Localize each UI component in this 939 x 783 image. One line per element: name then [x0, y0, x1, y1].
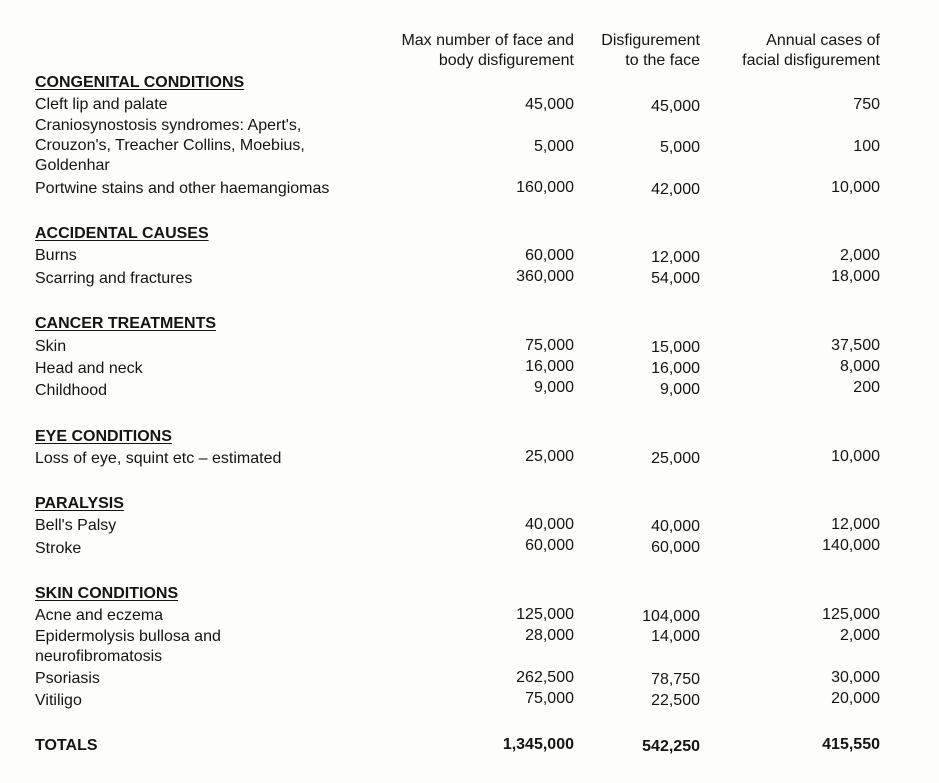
cell-face: 9,000: [659, 381, 700, 398]
cell-annual: 37,500: [831, 337, 880, 354]
total-face: 542,250: [642, 738, 700, 755]
row-label: Bell's Palsy: [35, 517, 117, 534]
cell-annual: 8,000: [839, 358, 880, 375]
cell-annual: 750: [853, 96, 880, 113]
row-label: Acne and eczema: [35, 607, 164, 624]
section-title-skin: SKIN CONDITIONS: [35, 585, 179, 602]
cell-face: 60,000: [651, 539, 700, 556]
cell-max: 28,000: [525, 627, 574, 644]
section-title-paralysis: PARALYSIS: [35, 495, 124, 512]
section-title-eye: EYE CONDITIONS: [35, 428, 172, 445]
total-annual: 415,550: [822, 736, 880, 753]
cell-face: 14,000: [651, 628, 700, 645]
cell-face: 25,000: [651, 450, 700, 467]
cell-annual: 12,000: [831, 516, 880, 533]
row-label: Vitiligo: [35, 692, 82, 709]
row-label: Burns: [35, 247, 77, 264]
row-label: Skin: [35, 338, 67, 355]
cell-face: 22,500: [651, 692, 700, 709]
section-title-accidental: ACCIDENTAL CAUSES: [35, 225, 209, 242]
total-max: 1,345,000: [502, 736, 574, 753]
cell-face: 5,000: [659, 139, 700, 156]
cell-annual: 125,000: [822, 606, 880, 623]
section-title-congenital: CONGENITAL CONDITIONS: [35, 74, 245, 91]
cell-face: 40,000: [651, 518, 700, 535]
cell-max: 45,000: [525, 96, 574, 113]
cell-face: 15,000: [651, 339, 700, 356]
cell-annual: 10,000: [831, 179, 880, 196]
cell-annual: 200: [853, 379, 880, 396]
cell-max: 5,000: [533, 138, 574, 155]
section-title-cancer: CANCER TREATMENTS: [35, 315, 217, 332]
cell-annual: 10,000: [831, 448, 880, 465]
row-label: Cleft lip and palate: [35, 96, 168, 113]
cell-annual: 100: [853, 138, 880, 155]
cell-face: 54,000: [651, 270, 700, 287]
cell-annual: 140,000: [822, 537, 880, 554]
cell-max: 16,000: [525, 358, 574, 375]
cell-max: 40,000: [525, 516, 574, 533]
cell-annual: 2,000: [839, 627, 880, 644]
cell-max: 360,000: [516, 268, 574, 285]
cell-face: 104,000: [642, 608, 700, 625]
cell-max: 75,000: [525, 337, 574, 354]
cell-max: 75,000: [525, 690, 574, 707]
row-label: Portwine stains and other haemangiomas: [35, 180, 330, 197]
cell-face: 12,000: [651, 249, 700, 266]
cell-max: 125,000: [516, 606, 574, 623]
cell-annual: 20,000: [831, 690, 880, 707]
cell-max: 262,500: [516, 669, 574, 686]
row-label: Stroke: [35, 540, 82, 557]
cell-max: 9,000: [533, 379, 574, 396]
column-header-annual-cases: Annual cases of facial disfigurement: [742, 32, 880, 69]
cell-annual: 30,000: [831, 669, 880, 686]
cell-max: 25,000: [525, 448, 574, 465]
row-label: Craniosynostosis syndromes: Apert's, Crouzon's, Treacher Collins, Moebius, Goldenhar: [35, 117, 305, 174]
row-label: Scarring and fractures: [35, 270, 193, 287]
totals-label: TOTALS: [35, 737, 98, 754]
cell-face: 42,000: [651, 181, 700, 198]
row-label: Head and neck: [35, 360, 143, 377]
cell-face: 16,000: [651, 360, 700, 377]
column-header-max-disfigurement: Max number of face and body disfigurement: [401, 32, 574, 69]
row-label: Childhood: [35, 382, 108, 399]
cell-max: 60,000: [525, 537, 574, 554]
row-label: Psoriasis: [35, 670, 100, 687]
column-header-face-disfigurement: Disfigurement to the face: [601, 32, 700, 69]
cell-annual: 18,000: [831, 268, 880, 285]
row-label: Epidermolysis bullosa and neurofibromatosis: [35, 628, 221, 665]
cell-face: 78,750: [651, 671, 700, 688]
cell-annual: 2,000: [839, 247, 880, 264]
row-label: Loss of eye, squint etc – estimated: [35, 450, 282, 467]
cell-face: 45,000: [651, 98, 700, 115]
cell-max: 60,000: [525, 247, 574, 264]
cell-max: 160,000: [516, 179, 574, 196]
